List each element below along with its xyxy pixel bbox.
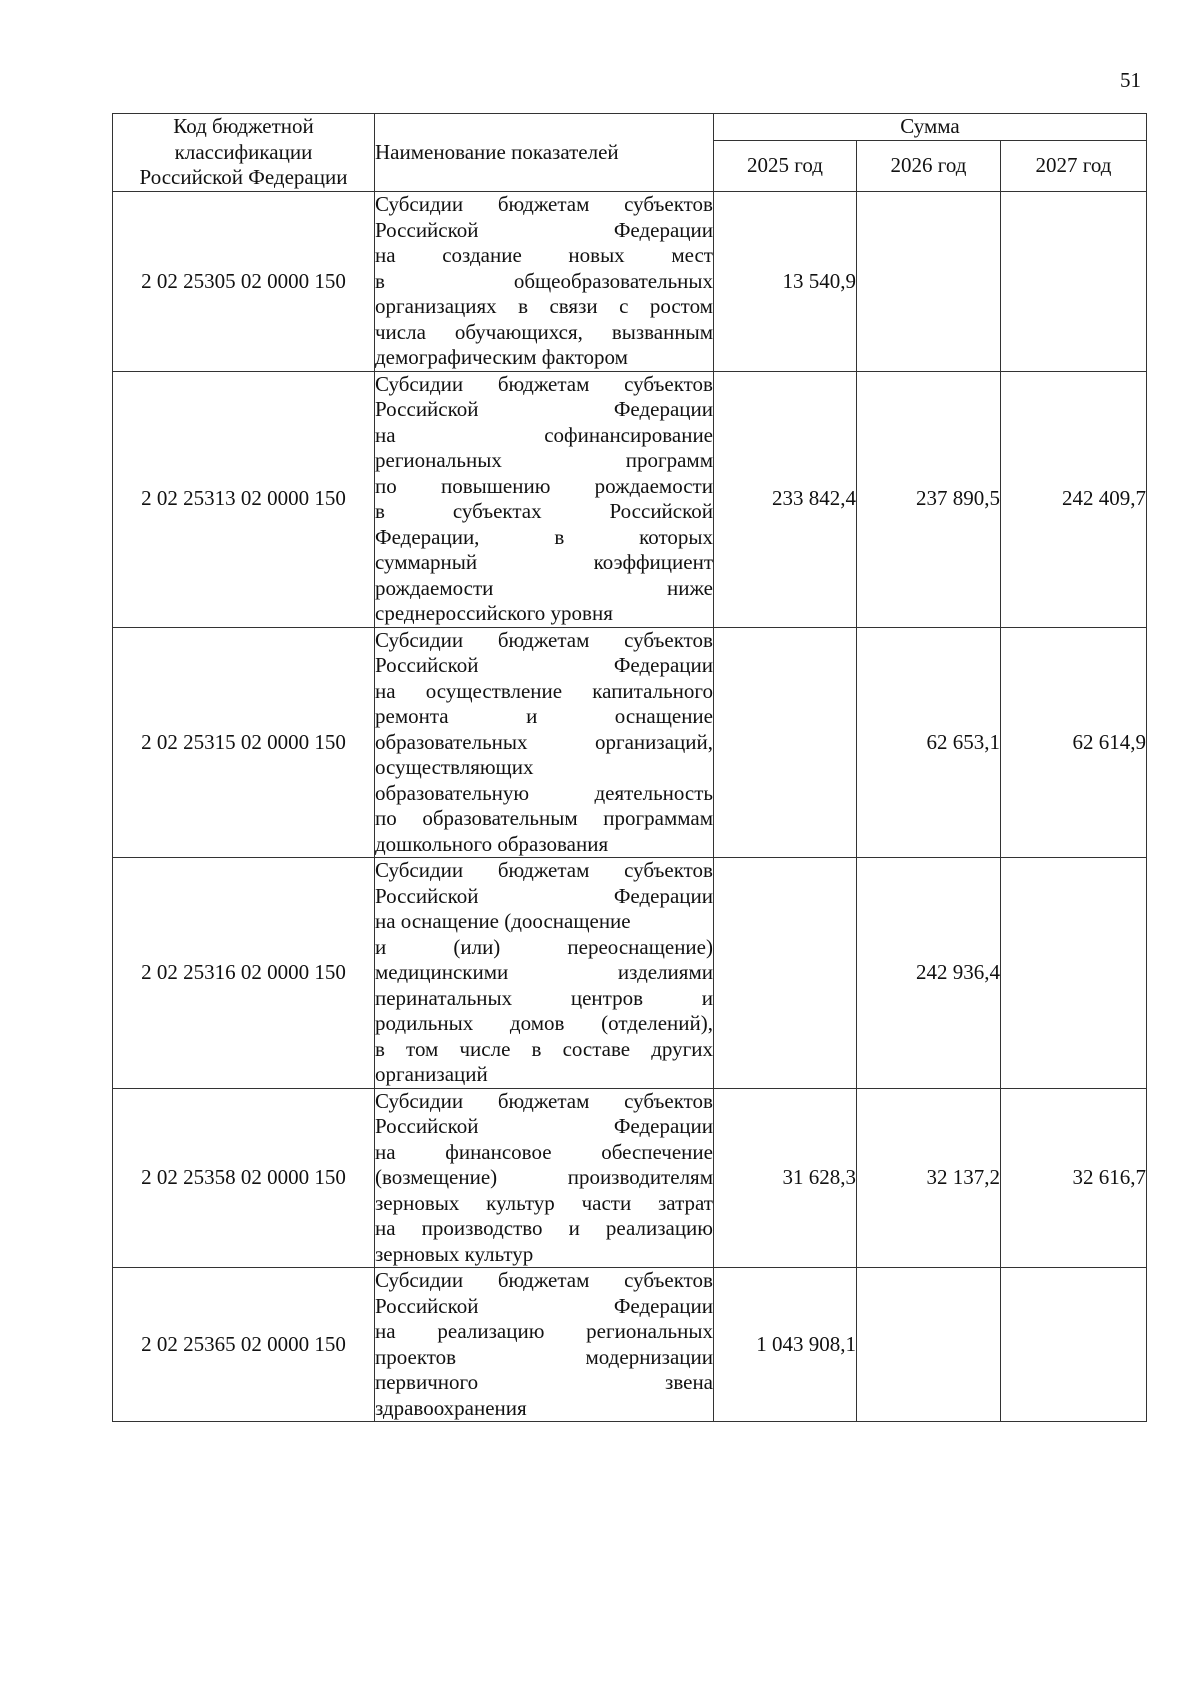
indicator-name-line xyxy=(375,397,713,423)
word: реализацию xyxy=(605,1216,713,1240)
amount-2027-cell: 242 409,7 xyxy=(1001,371,1147,627)
indicator-name-cell xyxy=(375,192,714,372)
word: и xyxy=(568,1216,580,1240)
word: Субсидии xyxy=(375,371,464,396)
word: капитального xyxy=(592,678,713,703)
amount-2026-cell: 62 653,1 xyxy=(857,627,1001,858)
indicator-name-line: демографическим фактором xyxy=(375,345,628,369)
word: медицинскими xyxy=(375,960,509,984)
word: Федерации xyxy=(613,1114,713,1138)
word: числа xyxy=(375,319,426,344)
word: бюджетам xyxy=(497,371,590,396)
indicator-name-line: осуществляющих xyxy=(375,755,534,779)
word: субъектов xyxy=(624,371,713,396)
word: на xyxy=(375,1319,396,1343)
word: в xyxy=(531,1036,542,1061)
indicator-name-line xyxy=(375,1011,713,1037)
indicator-name-line: здравоохранения xyxy=(375,1395,527,1420)
word: вызванным xyxy=(611,319,713,344)
indicator-name-cell xyxy=(375,371,714,627)
word: субъектов xyxy=(624,627,713,652)
indicator-name-line xyxy=(375,858,713,884)
word: изделиями xyxy=(617,960,713,984)
indicator-name-line xyxy=(375,294,713,320)
word: Российской xyxy=(375,883,479,908)
word: в xyxy=(375,499,385,523)
indicator-name-line xyxy=(375,1114,713,1140)
indicator-name-line xyxy=(375,884,713,910)
indicator-name-line: дошкольного образования xyxy=(375,831,609,856)
indicator-name-line xyxy=(375,525,713,551)
header-name: Наименование показателей xyxy=(375,114,714,192)
amount-2025-cell: 1 043 908,1 xyxy=(714,1268,857,1422)
word: и xyxy=(701,985,713,1010)
header-year-2025: 2025 год xyxy=(714,141,857,192)
indicator-name-line xyxy=(375,423,713,449)
budget-table xyxy=(112,113,1147,1422)
word: Субсидии xyxy=(375,1268,464,1292)
word: проектов xyxy=(375,1344,457,1369)
word: на xyxy=(375,1139,396,1164)
indicator-name-line xyxy=(375,704,713,730)
amount-2027-cell: 62 614,9 xyxy=(1001,627,1147,858)
indicator-name-line xyxy=(375,192,713,218)
word: реализацию xyxy=(437,1319,545,1343)
word: субъектов xyxy=(624,192,713,216)
indicator-name-line xyxy=(375,1140,713,1166)
word: новых xyxy=(568,243,625,267)
word: субъектов xyxy=(624,1088,713,1113)
word: общеобразовательных xyxy=(513,268,713,293)
page-number: 51 xyxy=(1120,68,1141,92)
word: субъектах xyxy=(452,499,542,523)
indicator-name-line xyxy=(375,781,713,807)
indicator-name-cell xyxy=(375,627,714,858)
indicator-name-line xyxy=(375,1370,713,1396)
header-code-line: Российской Федерации xyxy=(139,165,348,190)
word: Российской xyxy=(375,1293,479,1318)
word: создание xyxy=(442,243,522,267)
amount-2027-cell xyxy=(1001,1268,1147,1422)
table-header xyxy=(113,114,1147,192)
indicator-name-line xyxy=(375,1089,713,1115)
amount-2027-cell: 32 616,7 xyxy=(1001,1088,1147,1268)
word: коэффициент xyxy=(593,550,713,574)
header-year-2026: 2026 год xyxy=(857,141,1001,192)
amount-2026-cell: 237 890,5 xyxy=(857,371,1001,627)
word: Субсидии xyxy=(375,858,464,882)
word: Субсидии xyxy=(375,627,464,652)
word: субъектов xyxy=(624,1268,713,1292)
amount-2026-cell xyxy=(857,192,1001,372)
table-row xyxy=(113,627,1147,858)
table-row xyxy=(113,1268,1147,1422)
word: переоснащение) xyxy=(567,934,713,959)
word: в xyxy=(375,1036,385,1061)
indicator-name-line: на оснащение (дооснащение xyxy=(375,909,631,933)
word: Субсидии xyxy=(375,192,464,216)
word: ростом xyxy=(649,294,713,318)
word: мест xyxy=(671,243,713,267)
indicator-name-line xyxy=(375,448,713,474)
word: затрат xyxy=(658,1190,713,1215)
word: повышению xyxy=(440,473,551,498)
indicator-name-line xyxy=(375,372,713,398)
indicator-name-line xyxy=(375,1216,713,1242)
word: Российской xyxy=(375,1114,479,1138)
word: суммарный xyxy=(375,550,478,574)
word: в xyxy=(375,268,385,293)
indicator-name-line xyxy=(375,730,713,756)
budget-code-cell: 2 02 25315 02 0000 150 xyxy=(113,627,375,858)
word: бюджетам xyxy=(497,858,590,882)
indicator-name-line xyxy=(375,960,713,986)
indicator-name-line xyxy=(375,1294,713,1320)
word: ремонта xyxy=(375,704,449,728)
table-row xyxy=(113,371,1147,627)
word: Федерации xyxy=(613,653,713,677)
amount-2027-cell xyxy=(1001,192,1147,372)
word: (возмещение) xyxy=(375,1165,498,1189)
word: числе xyxy=(459,1036,511,1061)
word: региональных xyxy=(375,448,502,472)
amount-2025-cell xyxy=(714,858,857,1089)
budget-code-cell: 2 02 25365 02 0000 150 xyxy=(113,1268,375,1422)
word: образовательную xyxy=(375,780,530,805)
word: в xyxy=(554,524,565,549)
word: перинатальных xyxy=(375,985,513,1010)
indicator-name-line xyxy=(375,806,713,832)
amount-2025-cell: 13 540,9 xyxy=(714,192,857,372)
amount-2025-cell: 31 628,3 xyxy=(714,1088,857,1268)
word: образовательных xyxy=(375,729,528,754)
word: Российской xyxy=(375,653,479,677)
word: обучающихся, xyxy=(454,319,583,344)
header-code-line: Код бюджетной xyxy=(173,114,314,139)
word: центров xyxy=(570,985,644,1010)
word: программ xyxy=(625,448,713,472)
word: части xyxy=(581,1190,632,1215)
indicator-name-line xyxy=(375,679,713,705)
budget-code-cell: 2 02 25305 02 0000 150 xyxy=(113,192,375,372)
word: программам xyxy=(603,806,713,830)
table-row xyxy=(113,192,1147,372)
word: осуществление xyxy=(425,678,563,703)
indicator-name-line xyxy=(375,1165,713,1191)
word: домов xyxy=(509,1011,565,1035)
word: Федерации, xyxy=(375,524,480,549)
word: деятельность xyxy=(594,780,713,805)
word: организаций, xyxy=(595,729,713,754)
word: производителям xyxy=(567,1165,713,1189)
indicator-name-line xyxy=(375,1037,713,1063)
word: и xyxy=(375,934,387,959)
word: организациях xyxy=(375,294,497,318)
header-year-2027: 2027 год xyxy=(1001,141,1147,192)
indicator-name-line xyxy=(375,653,713,679)
budget-code-cell: 2 02 25358 02 0000 150 xyxy=(113,1088,375,1268)
word: связи xyxy=(549,294,598,318)
indicator-name-line xyxy=(375,218,713,244)
word: бюджетам xyxy=(497,627,590,652)
indicator-name-line xyxy=(375,550,713,576)
word: бюджетам xyxy=(497,1268,590,1292)
indicator-name-line: организаций xyxy=(375,1062,488,1086)
indicator-name-line xyxy=(375,628,713,654)
indicator-name-line xyxy=(375,1319,713,1345)
word: других xyxy=(651,1036,713,1061)
word: Российской xyxy=(375,217,479,242)
word: оснащение xyxy=(614,704,713,728)
amount-2026-cell xyxy=(857,1268,1001,1422)
word: обеспечение xyxy=(601,1139,713,1164)
word: на xyxy=(375,678,396,703)
word: звена xyxy=(665,1370,713,1394)
amount-2026-cell: 242 936,4 xyxy=(857,858,1001,1089)
word: Федерации xyxy=(613,883,713,908)
word: региональных xyxy=(586,1319,713,1343)
indicator-name-line xyxy=(375,935,713,961)
header-code-line: классификации xyxy=(174,139,313,164)
word: бюджетам xyxy=(497,192,590,216)
word: образовательным xyxy=(422,806,578,830)
word: на xyxy=(375,422,396,447)
indicator-name-cell xyxy=(375,858,714,1089)
amount-2025-cell: 233 842,4 xyxy=(714,371,857,627)
word: по xyxy=(375,473,397,498)
indicator-name-line xyxy=(375,474,713,500)
amount-2025-cell xyxy=(714,627,857,858)
word: по xyxy=(375,806,397,830)
indicator-name-cell xyxy=(375,1088,714,1268)
table-row xyxy=(113,1088,1147,1268)
word: на xyxy=(375,1216,396,1240)
indicator-name-line xyxy=(375,1345,713,1371)
indicator-name-line xyxy=(375,576,713,602)
word: Федерации xyxy=(613,217,713,242)
indicator-name-line xyxy=(375,499,713,525)
budget-code-cell: 2 02 25313 02 0000 150 xyxy=(113,371,375,627)
word: модернизации xyxy=(585,1344,713,1369)
word: с xyxy=(619,294,629,318)
word: (отделений), xyxy=(601,1011,713,1035)
word: на xyxy=(375,243,396,267)
word: в xyxy=(518,294,529,318)
word: Российской xyxy=(375,397,479,421)
indicator-name-line xyxy=(375,320,713,346)
indicator-name-line xyxy=(375,1191,713,1217)
table-row xyxy=(113,858,1147,1089)
header-code xyxy=(113,114,375,192)
indicator-name-line xyxy=(375,1268,713,1294)
word: зерновых xyxy=(375,1190,460,1215)
indicator-name-line: среднероссийского уровня xyxy=(375,601,613,625)
word: составе xyxy=(562,1036,631,1061)
word: культур xyxy=(486,1190,555,1215)
table-body xyxy=(113,192,1147,1422)
amount-2027-cell xyxy=(1001,858,1147,1089)
word: финансовое xyxy=(445,1139,552,1164)
word: рождаемости xyxy=(375,575,494,600)
word: Федерации xyxy=(613,1293,713,1318)
indicator-name-line xyxy=(375,986,713,1012)
word: Субсидии xyxy=(375,1088,464,1113)
word: родильных xyxy=(375,1011,474,1035)
indicator-name-line xyxy=(375,269,713,295)
indicator-name-line: зерновых культур xyxy=(375,1241,534,1266)
word: том xyxy=(406,1036,439,1061)
budget-code-cell: 2 02 25316 02 0000 150 xyxy=(113,858,375,1089)
word: ниже xyxy=(666,575,713,600)
indicator-name-cell xyxy=(375,1268,714,1422)
word: и xyxy=(526,704,538,728)
word: (или) xyxy=(453,934,501,959)
word: производство xyxy=(421,1216,543,1240)
word: субъектов xyxy=(624,858,713,882)
word: первичного xyxy=(375,1370,479,1394)
header-sum: Сумма xyxy=(714,114,1147,141)
word: Российской xyxy=(609,499,713,523)
word: софинансирование xyxy=(544,422,713,447)
word: бюджетам xyxy=(497,1088,590,1113)
word: которых xyxy=(639,524,713,549)
amount-2026-cell: 32 137,2 xyxy=(857,1088,1001,1268)
word: рождаемости xyxy=(594,473,713,498)
indicator-name-line xyxy=(375,243,713,269)
word: Федерации xyxy=(613,397,713,421)
